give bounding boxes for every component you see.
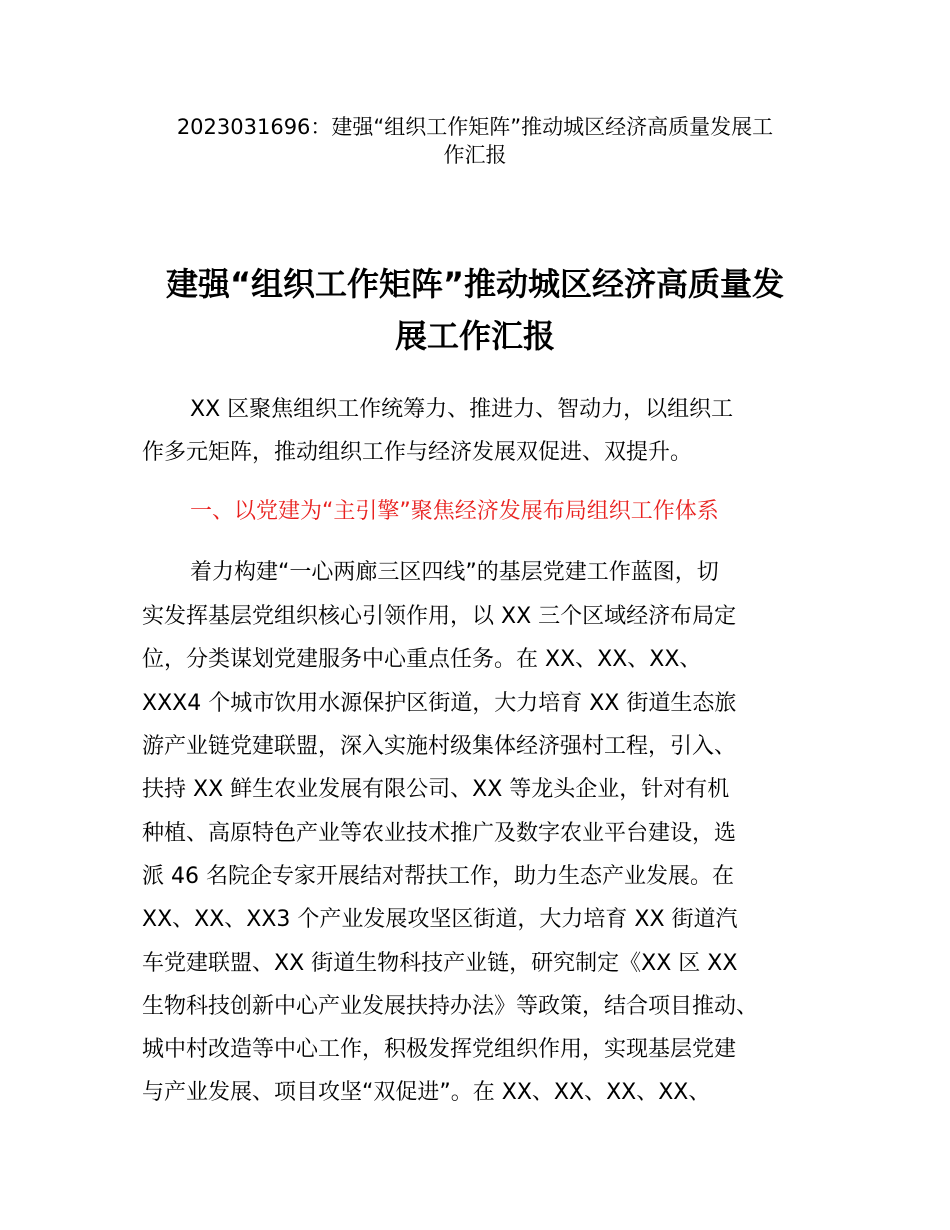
paragraph-line: 派 46 名院企专家开展结对帮扶工作，助力生态产业发展。在	[142, 864, 734, 889]
paragraph-line: 与产业发展、项目攻坚“双促进”。在 XX、XX、XX、XX、	[142, 1080, 711, 1105]
paragraph-line: XX、XX、XX3 个产业发展攻坚区街道，大力培育 XX 街道汽	[142, 907, 738, 932]
intro-line-1: XX 区聚焦组织工作统筹力、推进力、智动力，以组织工	[190, 397, 734, 422]
paragraph-line: 种植、高原特色产业等农业技术推广及数字农业平台建设，选	[142, 821, 737, 846]
paragraph-line: 车党建联盟、XX 街道生物科技产业链，研究制定《XX 区 XX	[142, 951, 738, 976]
paragraph-line: XXX4 个城市饮用水源保护区街道，大力培育 XX 街道生态旅	[142, 691, 737, 716]
doc-header-line-2: 作汇报	[443, 143, 507, 167]
doc-header-line-1: 2023031696：建强“组织工作矩阵”推动城区经济高质量发展工	[176, 115, 774, 139]
paragraph-line: 扶持 XX 鲜生农业发展有限公司、XX 等龙头企业，针对有机	[142, 777, 730, 802]
doc-title-line-1: 建强“组织工作矩阵”推动城区经济高质量发	[165, 265, 785, 303]
paragraph-line: 位，分类谋划党建服务中心重点任务。在 XX、XX、XX、	[142, 647, 702, 672]
paragraph-line: 游产业链党建联盟，深入实施村级集体经济强村工程，引入、	[142, 734, 737, 759]
paragraph-line: 城中村改造等中心工作，积极发挥党组织作用，实现基层党建	[142, 1037, 737, 1062]
section-heading: 一、以党建为“主引擎”聚焦经济发展布局组织工作体系	[190, 499, 719, 524]
paragraph-line: 着力构建“一心两廊三区四线”的基层党建工作蓝图，切	[190, 560, 719, 585]
paragraph-line: 实发挥基层党组织核心引领作用，以 XX 三个区域经济布局定	[142, 604, 737, 629]
intro-line-2: 作多元矩阵，推动组织工作与经济发展双促进、双提升。	[142, 440, 693, 465]
paragraph-line: 生物科技创新中心产业发展扶持办法》等政策，结合项目推动、	[142, 994, 759, 1019]
doc-title-line-2: 展工作汇报	[394, 317, 555, 355]
